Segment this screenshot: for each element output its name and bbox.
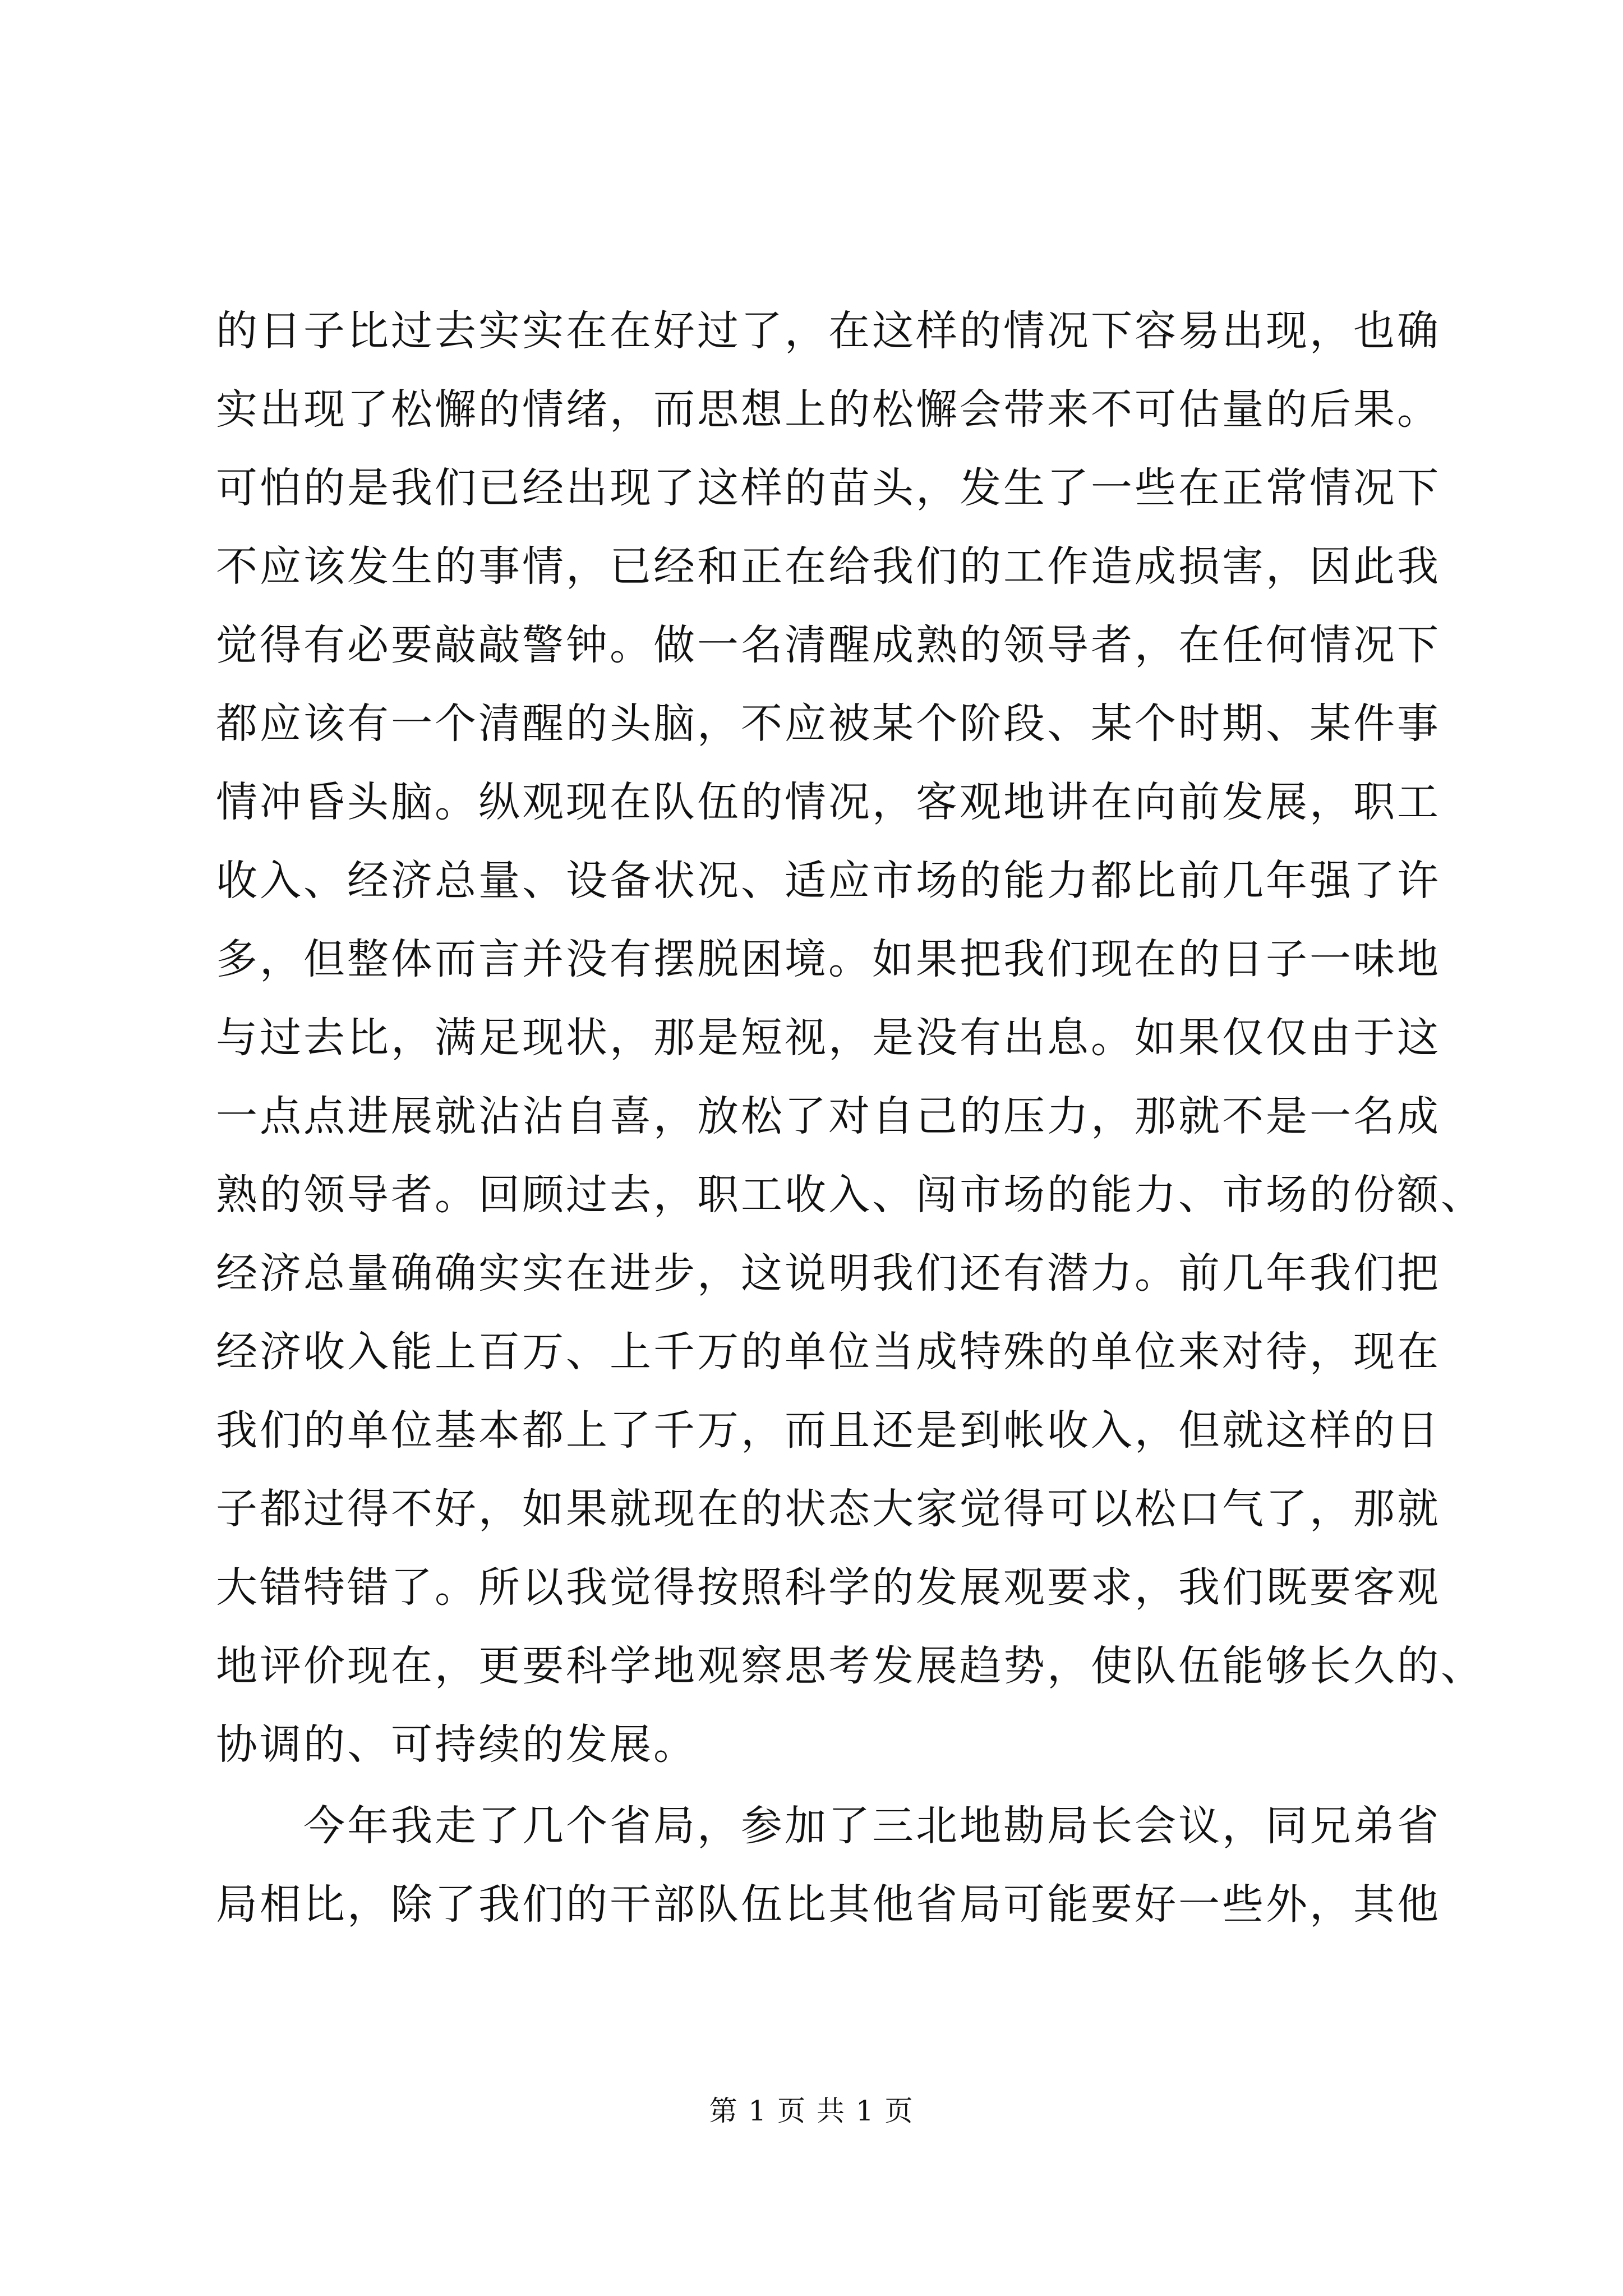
text-line: 与过去比，满足现状，那是短视，是没有出息。如果仅仅由于这: [216, 1014, 1441, 1062]
text-line: 不应该发生的事情，已经和正在给我们的工作造成损害，因此我: [216, 542, 1441, 591]
text-line: 协调的、可持续的发展。: [216, 1720, 697, 1769]
text-line: 的日子比过去实实在在好过了，在这样的情况下容易出现，也确: [216, 307, 1441, 355]
text-line: 收入、经济总量、设备状况、适应市场的能力都比前几年强了许: [216, 857, 1441, 905]
text-line: 我们的单位基本都上了千万，而且还是到帐收入，但就这样的日: [216, 1406, 1441, 1455]
text-line: 经济总量确确实实在进步，这说明我们还有潜力。前几年我们把: [216, 1249, 1441, 1297]
text-line: 都应该有一个清醒的头脑，不应被某个阶段、某个时期、某件事: [216, 700, 1441, 748]
text-line: 多，但整体而言并没有摆脱困境。如果把我们现在的日子一味地: [216, 935, 1441, 983]
text-line: 子都过得不好，如果就现在的状态大家觉得可以松口气了，那就: [216, 1485, 1441, 1533]
text-line: 一点点进展就沾沾自喜，放松了对自己的压力，那就不是一名成: [216, 1092, 1441, 1140]
text-line: 经济收入能上百万、上千万的单位当成特殊的单位来对待，现在: [216, 1328, 1441, 1376]
page-footer: [0, 2091, 1623, 2131]
text-line: 局相比，除了我们的干部队伍比其他省局可能要好一些外，其他: [216, 1880, 1441, 1929]
text-line: 情冲昏头脑。纵观现在队伍的情况，客观地讲在向前发展，职工: [216, 778, 1441, 826]
text-line: 实出现了松懈的情绪，而思想上的松懈会带来不可估量的后果。: [216, 385, 1441, 434]
text-line: 可怕的是我们已经出现了这样的苗头，发生了一些在正常情况下: [216, 464, 1441, 512]
text-line: 熟的领导者。回顾过去，职工收入、闯市场的能力、市场的份额、: [216, 1171, 1484, 1219]
text-line: 地评价现在，更要科学地观察思考发展趋势，使队伍能够长久的、: [216, 1642, 1484, 1690]
text-line: 觉得有必要敲敲警钟。做一名清醒成熟的领导者，在任何情况下: [216, 621, 1441, 669]
page-number-label: 第 1 页 共 1 页: [709, 2095, 914, 2127]
text-line: 今年我走了几个省局，参加了三北地勘局长会议，同兄弟省: [216, 1802, 1441, 1850]
text-line: 大错特错了。所以我觉得按照科学的发展观要求，我们既要客观: [216, 1563, 1441, 1612]
